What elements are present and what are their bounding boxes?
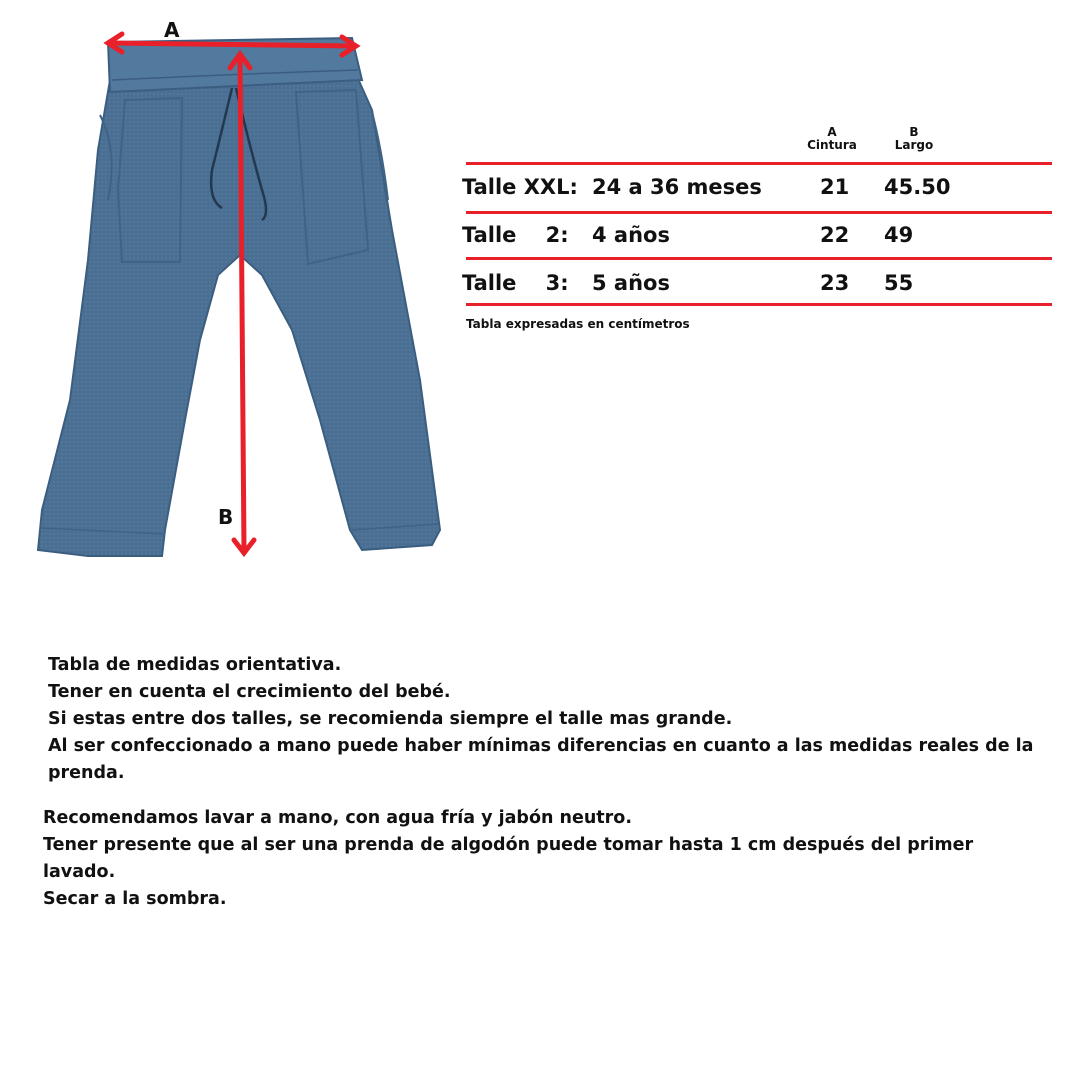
care-line: Recomendamos lavar a mano, con agua fría y jabón neutro. (43, 808, 632, 828)
row-length: 55 (884, 271, 914, 295)
header-b-letter: B (909, 125, 919, 139)
care-line: Tener presente que al ser una prenda de algodón puede tomar hasta 1 cm después del primer lavado. (43, 835, 974, 882)
table-rule (466, 211, 1052, 214)
row-waist: 22 (820, 223, 850, 247)
table-note: Tabla expresadas en centímetros (466, 317, 690, 331)
table-rule (466, 303, 1052, 306)
header-largo (884, 126, 944, 152)
table-row (462, 220, 1052, 250)
row-length: 49 (884, 223, 914, 247)
note-line: Al ser confeccionado a mano puede haber mínimas diferencias en cuanto a las medidas reales de la prenda. (48, 736, 1034, 783)
note-line: Tabla de medidas orientativa. (48, 655, 342, 675)
row-waist: 21 (820, 175, 850, 199)
table-rule (466, 257, 1052, 260)
row-length: 45.50 (884, 175, 951, 199)
header-a-name: Cintura (807, 138, 857, 152)
label-b: B (218, 505, 234, 529)
row-age: 24 a 36 meses (592, 175, 762, 199)
note-line: Tener en cuenta el crecimiento del bebé. (48, 682, 451, 702)
table-row (462, 268, 1052, 298)
table-rule (466, 162, 1052, 165)
row-size: Talle XXL: (462, 175, 578, 199)
sizing-notes (48, 652, 1058, 787)
note-line: Si estas entre dos talles, se recomienda siempre el talle mas grande. (48, 709, 733, 729)
row-size: Talle 3: (462, 271, 569, 295)
row-waist: 23 (820, 271, 850, 295)
pants-figure (0, 0, 460, 600)
care-notes (43, 805, 1043, 913)
care-line: Secar a la sombra. (43, 889, 227, 909)
size-table (462, 124, 1052, 324)
row-age: 4 años (592, 223, 670, 247)
label-a: A (164, 18, 180, 42)
header-cintura (802, 126, 862, 152)
header-b-name: Largo (894, 138, 934, 152)
row-size: Talle 2: (462, 223, 569, 247)
table-row (462, 172, 1052, 202)
header-a-letter: A (827, 125, 837, 139)
row-age: 5 años (592, 271, 670, 295)
